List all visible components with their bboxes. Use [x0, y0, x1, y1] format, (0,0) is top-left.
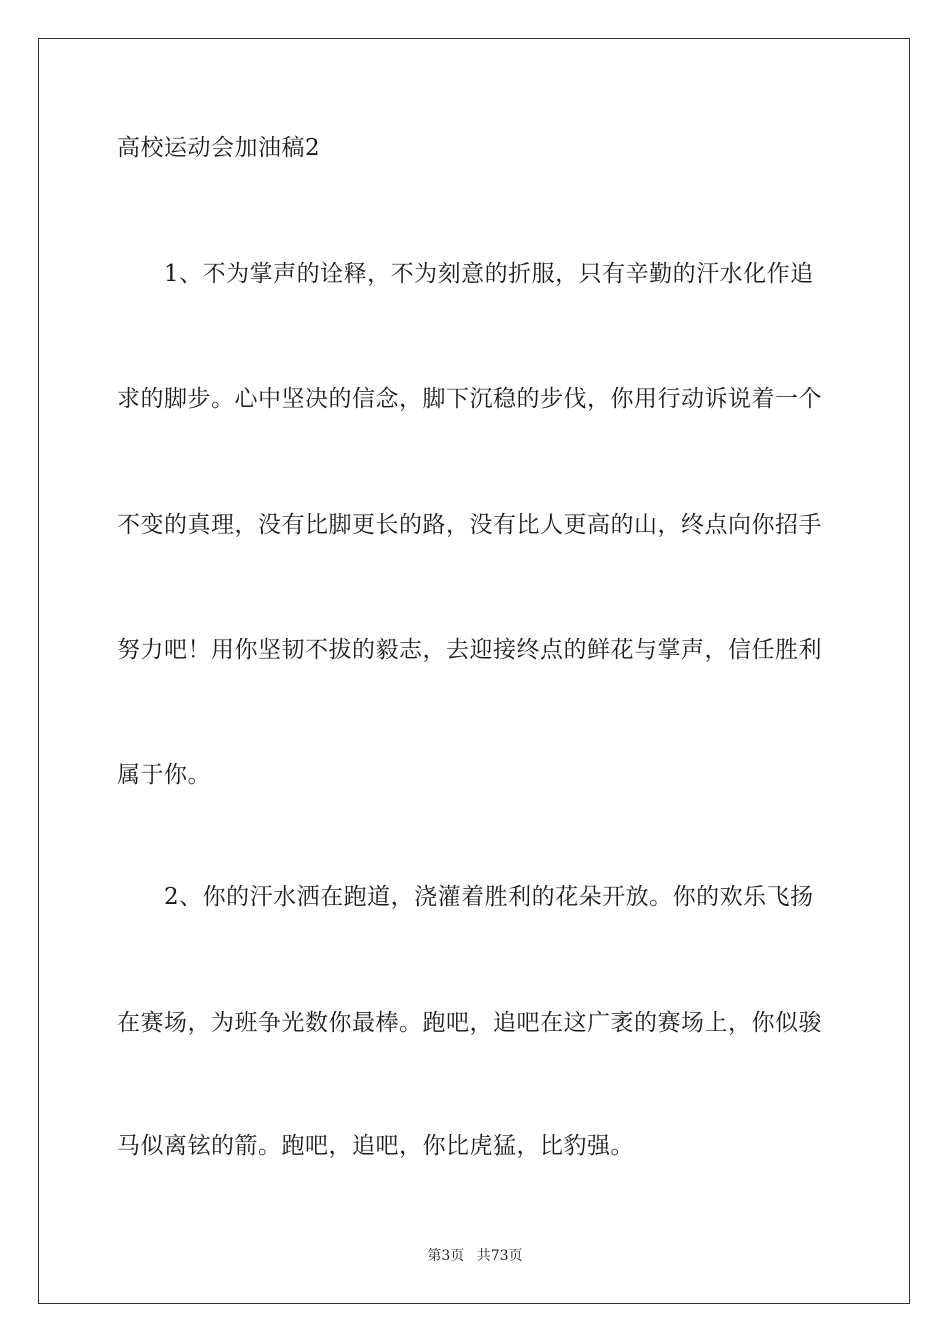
paragraph-line: 努力吧！用你坚韧不拔的毅志，去迎接终点的鲜花与掌声，信任胜利	[117, 637, 822, 663]
paragraph-line: 马似离铉的箭。跑吧，追吧，你比虎猛，比豹强。	[117, 1133, 634, 1159]
paragraph-line: 属于你。	[117, 762, 211, 788]
page-total: 共73页	[476, 1248, 523, 1264]
page-frame	[38, 38, 910, 1304]
paragraph-line: 1、不为掌声的诠释，不为刻意的折服，只有辛勤的汗水化作追	[117, 261, 814, 287]
page-footer	[0, 1247, 950, 1265]
paragraph-line: 在赛场，为班争光数你最棒。跑吧，追吧在这广袤的赛场上，你似骏	[117, 1010, 822, 1036]
document-title: 高校运动会加油稿2	[117, 135, 321, 161]
paragraph-line: 求的脚步。心中坚决的信念，脚下沉稳的步伐，你用行动诉说着一个	[117, 386, 822, 412]
paragraph-line: 2、你的汗水洒在跑道，浇灌着胜利的花朵开放。你的欢乐飞扬	[117, 884, 814, 910]
page-number: 第3页	[427, 1248, 465, 1264]
paragraph-line: 不变的真理，没有比脚更长的路，没有比人更高的山，终点向你招手	[117, 512, 822, 538]
